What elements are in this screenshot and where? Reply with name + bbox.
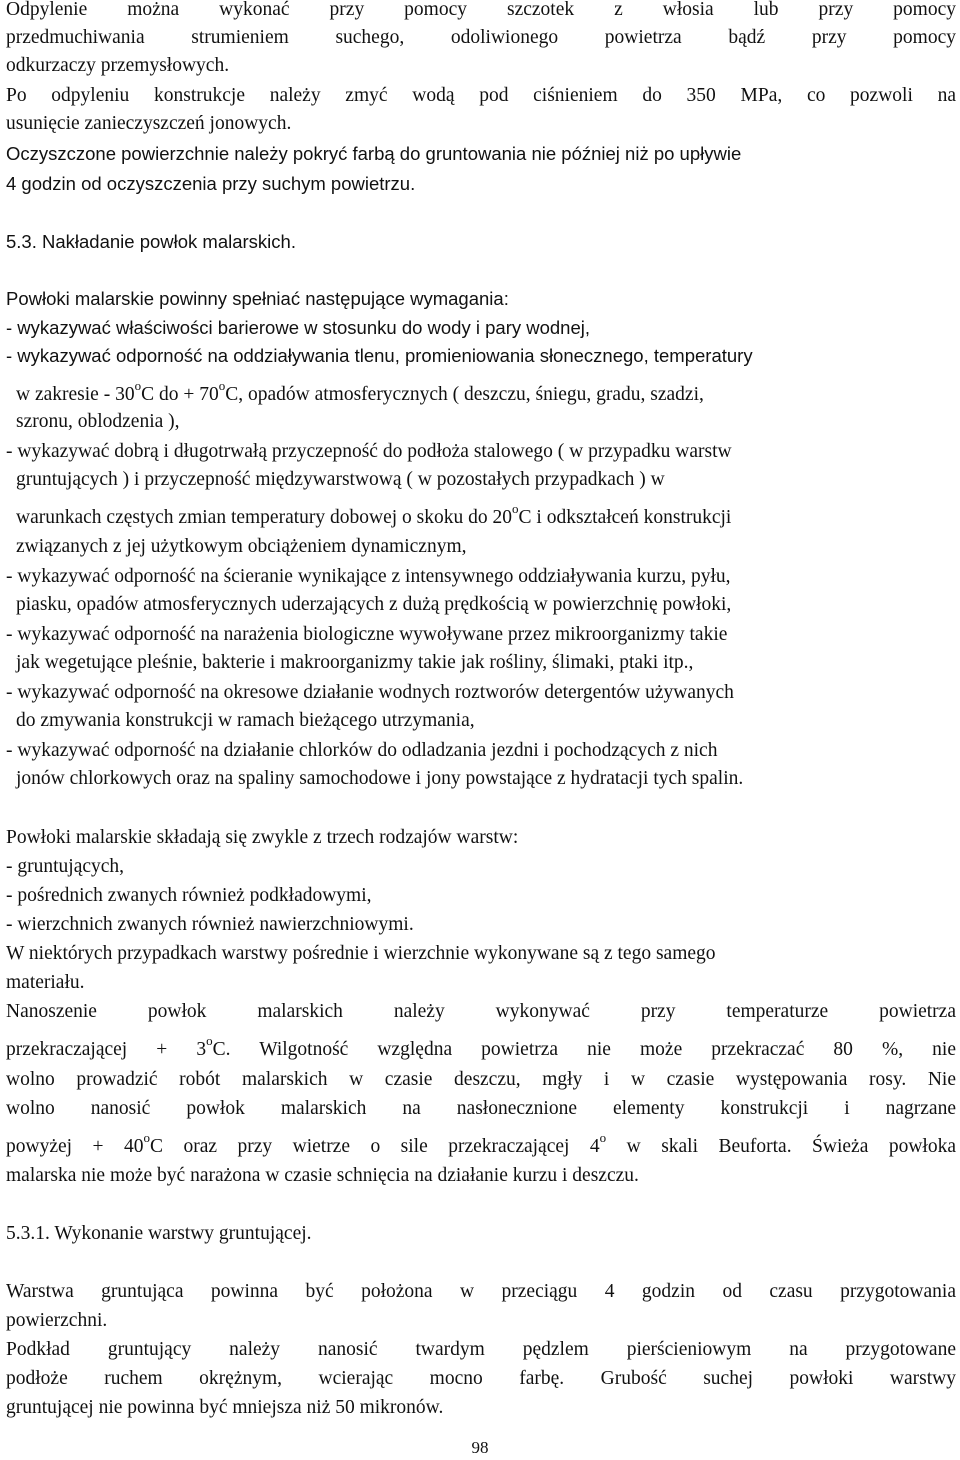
requirement-6-line-1: - wykazywać odporność na okresowe działanie wodnych roztworów detergentów używanych xyxy=(6,682,734,703)
layer-3: - wierzchnich zwanych również nawierzchniowymi. xyxy=(6,914,414,935)
intro-line-6: Oczyszczone powierzchnie należy pokryć farbą do gruntowania nie później niż po upływie xyxy=(6,143,742,164)
application-line-5 xyxy=(6,1130,956,1160)
requirement-3-line-1: - wykazywać dobrą i długotrwałą przyczepność do podłoża stalowego ( w przypadku warstw xyxy=(6,441,732,462)
requirement-3-line-2: gruntujących ) i przyczepność międzywarstwową ( w pozostałych przypadkach ) w xyxy=(16,469,665,490)
requirement-4-line-2: piasku, opadów atmosferycznych uderzających z dużą prędkością w powierzchnię powłoki, xyxy=(16,594,732,615)
page-number: 98 xyxy=(471,1438,489,1457)
text-run: powyżej + 40 xyxy=(6,1136,144,1157)
note-line-1: W niektórych przypadkach warstwy pośrednie i wierzchnie wykonywane są z tego samego xyxy=(6,943,716,964)
requirement-7-line-1: - wykazywać odporność na działanie chlorków do odladzania jezdni i pochodzących z nich xyxy=(6,740,718,761)
degree-sup: o xyxy=(206,1033,213,1048)
requirement-4-line-1: - wykazywać odporność na ścieranie wynikające z intensywnego oddziaływania kurzu, pyłu, xyxy=(6,566,731,587)
application-line-2 xyxy=(6,1033,957,1063)
section-heading-5-3: 5.3. Nakładanie powłok malarskich. xyxy=(6,231,296,252)
primer-p2-line-2: podłoże ruchem okrężnym, wcierając mocno farbę. Grubość suchej powłoki warstwy xyxy=(6,1368,956,1389)
layers-lead: Powłoki malarskie składają się zwykle z trzech rodzajów warstw: xyxy=(6,827,519,848)
degree-sup: o xyxy=(512,501,519,516)
text-run: C. Wilgotność względna powietrza nie może przekraczać 80 %, nie xyxy=(212,1039,957,1060)
requirement-2-line-2 xyxy=(16,378,956,408)
text-run: w zakresie - 30 xyxy=(16,384,135,405)
intro-line-7: 4 godzin od oczyszczenia przy suchym powietrzu. xyxy=(6,173,416,194)
text-run: C oraz przy wietrze o sile przekraczającej 4 xyxy=(150,1136,600,1157)
application-line-6: malarska nie może być narażona w czasie schnięcia na działanie kurzu i deszczu. xyxy=(6,1165,639,1186)
degree-sup: o xyxy=(143,1130,150,1145)
degree-sup: o xyxy=(134,378,142,393)
primer-p2-line-1: Podkład gruntujący należy nanosić twardym pędzlem pierścieniowym na przygotowane xyxy=(6,1339,956,1360)
layer-1: - gruntujących, xyxy=(6,856,125,877)
requirement-3-line-3 xyxy=(16,501,956,531)
requirement-7-line-2: jonów chlorkowych oraz na spaliny samochodowe i jony powstające z hydratacji tych spalin. xyxy=(16,768,744,789)
degree-sup: o xyxy=(599,1130,607,1145)
primer-p1-line-2: powierzchni. xyxy=(6,1310,108,1331)
requirement-1: - wykazywać właściwości barierowe w stosunku do wody i pary wodnej, xyxy=(6,317,591,338)
intro-line-2: przedmuchiwania strumieniem suchego, odoliwionego powietrza bądź przy pomocy xyxy=(6,27,956,48)
application-line-1: Nanoszenie powłok malarskich należy wykonywać przy temperaturze powietrza xyxy=(6,1001,956,1022)
intro-line-1: Odpylenie można wykonać przy pomocy szczotek z włosia lub przy pomocy xyxy=(6,0,956,20)
intro-line-5: usunięcie zanieczyszczeń jonowych. xyxy=(6,113,292,134)
application-line-3: wolno prowadzić robót malarskich w czasie deszczu, mgły i w czasie występowania rosy. Nie xyxy=(6,1069,956,1090)
requirement-5-line-1: - wykazywać odporność na narażenia biologiczne wywoływane przez mikroorganizmy takie xyxy=(6,624,728,645)
text-run: przekraczającej + 3 xyxy=(6,1039,207,1060)
text-run: warunkach częstych zmian temperatury dobowej o skoku do 20 xyxy=(16,507,513,528)
requirement-6-line-2: do zmywania konstrukcji w ramach bieżącego utrzymania, xyxy=(16,710,475,731)
primer-p1-line-1: Warstwa gruntująca powinna być położona w przeciągu 4 godzin od czasu przygotowania xyxy=(6,1281,956,1302)
intro-line-4: Po odpyleniu konstrukcje należy zmyć wodą pod ciśnieniem do 350 MPa, co pozwoli na xyxy=(6,85,956,106)
requirements-lead: Powłoki malarskie powinny spełniać następujące wymagania: xyxy=(6,288,509,309)
note-line-2: materiału. xyxy=(6,972,85,993)
text-run: C i odkształceń konstrukcji xyxy=(518,507,732,528)
text-run: C do + 70 xyxy=(141,384,219,405)
requirement-3-line-4: związanych z jej użytkowym obciążeniem dynamicznym, xyxy=(16,536,467,557)
requirement-5-line-2: jak wegetujące pleśnie, bakterie i makroorganizmy takie jak rośliny, ślimaki, ptaki itp., xyxy=(16,652,694,673)
section-heading-5-3-1: 5.3.1. Wykonanie warstwy gruntującej. xyxy=(6,1223,312,1244)
application-line-4: wolno nanosić powłok malarskich na nasłonecznione elementy konstrukcji i nagrzane xyxy=(6,1098,956,1119)
requirement-2-line-1: - wykazywać odporność na oddziaływania tlenu, promieniowania słonecznego, temperatury xyxy=(6,345,753,366)
intro-line-3: odkurzaczy przemysłowych. xyxy=(6,55,230,76)
text-run: C, opadów atmosferycznych ( deszczu, śniegu, gradu, szadzi, xyxy=(225,384,704,405)
degree-sup: o xyxy=(218,378,226,393)
layer-2: - pośrednich zwanych również podkładowymi, xyxy=(6,885,372,906)
primer-p2-line-3: gruntującej nie powinna być mniejsza niż 50 mikronów. xyxy=(6,1397,444,1418)
requirement-2-line-3: szronu, oblodzenia ), xyxy=(16,411,180,432)
text-run: w skali Beuforta. Świeża powłoka xyxy=(606,1136,956,1157)
